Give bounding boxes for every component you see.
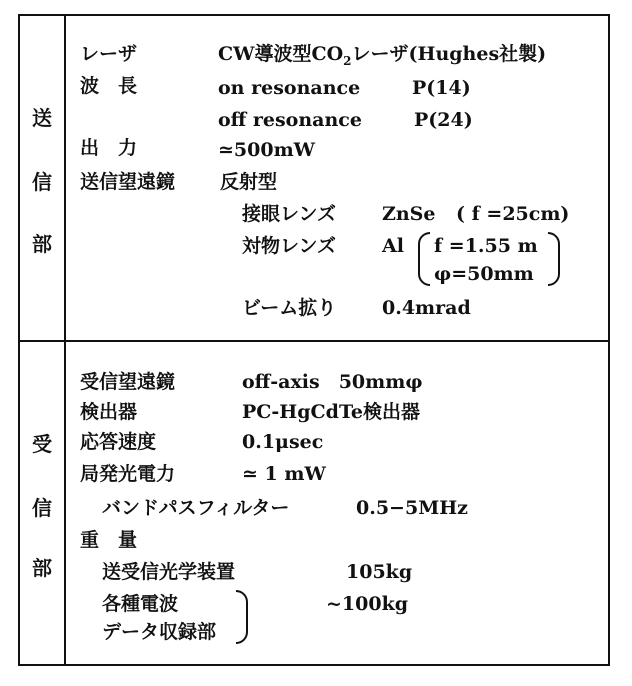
power-value: ≃500mW bbox=[218, 139, 316, 161]
optics-weight-label: 送受信光学装置 bbox=[102, 561, 236, 583]
beam-divergence-label: ビーム拡り bbox=[242, 297, 337, 319]
receiver-section-char-2: 信 bbox=[32, 496, 52, 520]
weight-label: 重 量 bbox=[80, 529, 138, 551]
lo-power-label: 局発光電力 bbox=[80, 463, 176, 485]
optics-weight-value: 105kg bbox=[346, 561, 413, 583]
telescope-label: 送信望遠鏡 bbox=[80, 171, 176, 193]
bandpass-label: バンドパスフィルター bbox=[102, 497, 290, 519]
on-resonance-value: P(14) bbox=[412, 77, 471, 99]
eyepiece-spec: ( f =25cm) bbox=[456, 203, 570, 225]
electronics-weight-value: ~100kg bbox=[326, 593, 409, 615]
laser-label: レーザ bbox=[80, 43, 138, 65]
response-label: 応答速度 bbox=[80, 431, 157, 453]
objective-spec-focal: f =1.55 m bbox=[434, 235, 538, 257]
objective-right-bracket bbox=[548, 232, 560, 286]
detector-label: 検出器 bbox=[80, 401, 138, 423]
electronics-label-line1: 各種電波 bbox=[102, 593, 179, 615]
electronics-right-bracket bbox=[236, 590, 248, 644]
objective-spec-diameter: φ=50mm bbox=[434, 263, 534, 285]
bandpass-value: 0.5−5MHz bbox=[356, 497, 468, 519]
on-resonance-label: on resonance bbox=[218, 77, 361, 99]
power-label: 出 力 bbox=[80, 137, 138, 159]
eyepiece-label: 接眼レンズ bbox=[242, 203, 336, 225]
laser-value-prefix: CW導波型CO bbox=[218, 43, 344, 65]
objective-value: Al bbox=[382, 235, 404, 257]
eyepiece-value: ZnSe bbox=[382, 203, 436, 225]
beam-divergence-value: 0.4mrad bbox=[382, 297, 471, 319]
off-resonance-value: P(24) bbox=[414, 109, 473, 131]
wavelength-label: 波 長 bbox=[80, 75, 138, 97]
transmitter-section-char-2: 信 bbox=[32, 170, 52, 194]
electronics-label-line2: データ収録部 bbox=[102, 621, 217, 643]
off-resonance-label: off resonance bbox=[218, 109, 362, 131]
receiver-section-char-3: 部 bbox=[32, 556, 52, 580]
laser-value-subscript: 2 bbox=[343, 53, 352, 68]
laser-value bbox=[218, 42, 546, 73]
rx-telescope-value: off-axis 50mmφ bbox=[242, 371, 423, 393]
rx-telescope-label: 受信望遠鏡 bbox=[80, 371, 176, 393]
objective-label: 対物レンズ bbox=[242, 235, 336, 257]
laser-value-suffix: レーザ(Hughes社製) bbox=[351, 43, 547, 65]
lo-power-value: ≃ 1 mW bbox=[242, 463, 326, 485]
detector-value: PC-HgCdTe検出器 bbox=[242, 401, 420, 423]
section-divider bbox=[18, 340, 610, 342]
response-value: 0.1μsec bbox=[242, 431, 324, 453]
telescope-value: 反射型 bbox=[220, 171, 278, 193]
receiver-section-char-1: 受 bbox=[32, 432, 52, 456]
transmitter-section-char-3: 部 bbox=[32, 232, 52, 256]
objective-left-bracket bbox=[418, 232, 430, 286]
transmitter-section-char-1: 送 bbox=[32, 106, 52, 130]
